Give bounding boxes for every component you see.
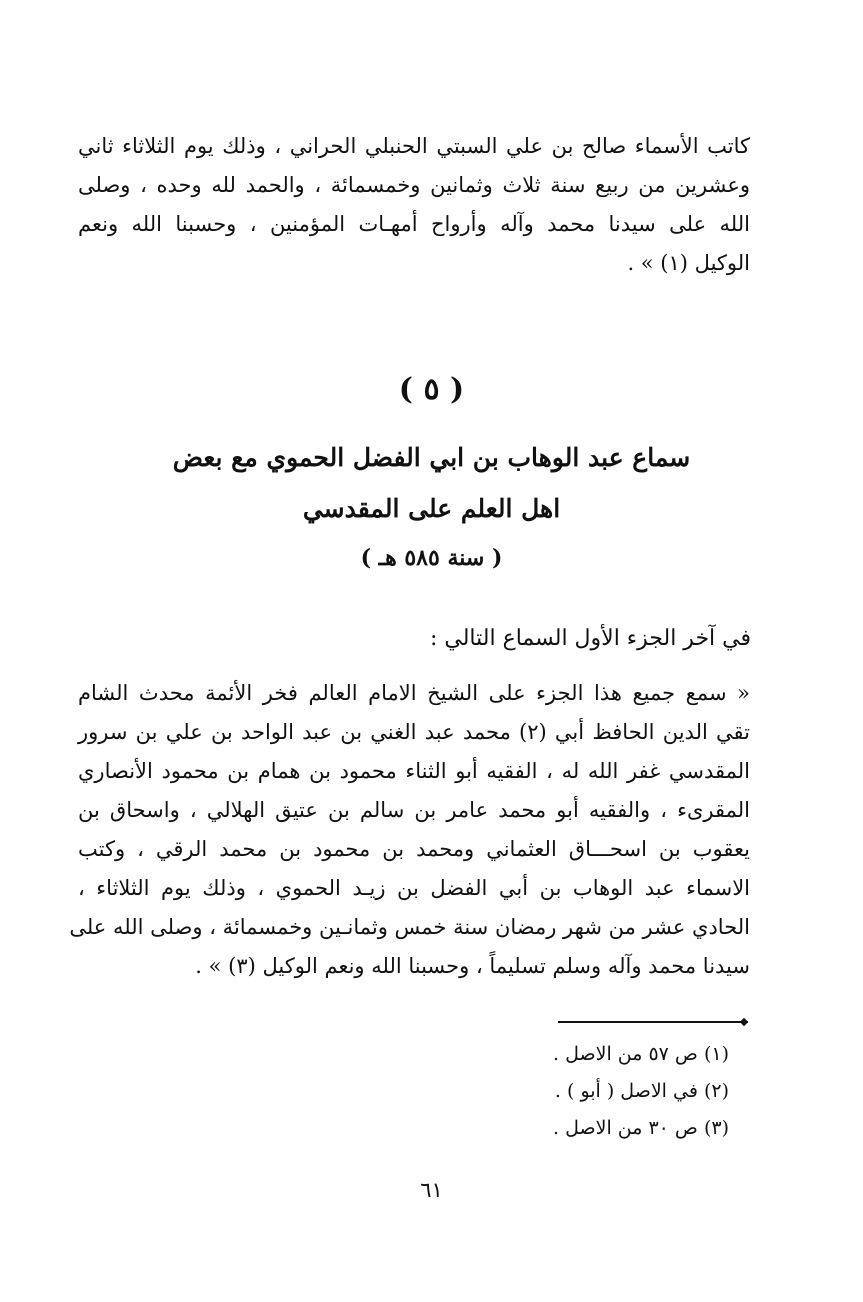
paragraph-line: الوكيل (١) » . — [627, 251, 750, 275]
paragraph-line: « سمع جميع هذا الجزء على الشيخ الامام العالم فخر الأئمة محدث الشام — [78, 681, 750, 705]
paragraph-line: المقدسي غفر الله له ، الفقيه أبو الثناء محمود بن همام بن محمود الأنصاري — [78, 759, 750, 783]
paragraph-line: وعشرين من ربيع سنة ثلاث وثمانين وخمسمائة ، والحمد لله وحده ، وصلى — [78, 173, 750, 197]
page-number: ٦١ — [420, 1178, 443, 1202]
paragraph-line: يعقوب بن اسحـــاق العثماني ومحمد بن محمود بن محمد الرقي ، وكتب — [78, 837, 750, 861]
section-title-line-2: اهل العلم على المقدسي — [302, 494, 561, 523]
paragraph-line: الحادي عشر من شهر رمضان سنة خمس وثمانـين وخمسمائة ، وصلى الله على — [69, 915, 750, 939]
footnote-separator-ornament — [740, 1018, 748, 1026]
paragraph-line: الله على سيدنا محمد وآله وأرواح أمهـات المؤمنين ، وحسبنا الله ونعم — [78, 212, 750, 236]
footnote-separator — [558, 1021, 748, 1023]
paragraph-audition-record — [69, 674, 750, 986]
section-title-line-1: سماع عبد الوهاب بن ابي الفضل الحموي مع بعض — [172, 443, 691, 472]
paragraph-colophon — [78, 127, 750, 283]
paragraph-line: المقرىء ، والفقيه أبو محمد عامر بن سالم بن عتيق الهلالي ، واسحاق بن — [78, 798, 750, 822]
section-number: ( ٥ ) — [398, 372, 465, 407]
paragraph-line: تقي الدين الحافظ أبي (٢) محمد عبد الغني بن عبد الواحد بن علي بن سرور — [78, 720, 750, 744]
intro-text: في آخر الجزء الأول السماع التالي : — [429, 626, 751, 651]
paragraph-line: الاسماء عبد الوهاب بن أبي الفضل بن زيـد الحموي ، وذلك يوم الثلاثاء ، — [78, 876, 750, 900]
section-year: ( سنة ٥٨٥ هـ ) — [360, 545, 503, 571]
footnote-3: (٣) ص ٣٠ من الاصل . — [553, 1117, 729, 1139]
paragraph-line: كاتب الأسماء صالح بن علي السبتي الحنبلي الحراني ، وذلك يوم الثلاثاء ثاني — [78, 134, 750, 158]
footnote-1: (١) ص ٥٧ من الاصل . — [553, 1043, 729, 1065]
paragraph-line: سيدنا محمد وآله وسلم تسليماً ، وحسبنا الله ونعم الوكيل (٣) » . — [195, 954, 750, 978]
footnote-2: (٢) في الاصل ( أبو ) . — [554, 1080, 729, 1102]
